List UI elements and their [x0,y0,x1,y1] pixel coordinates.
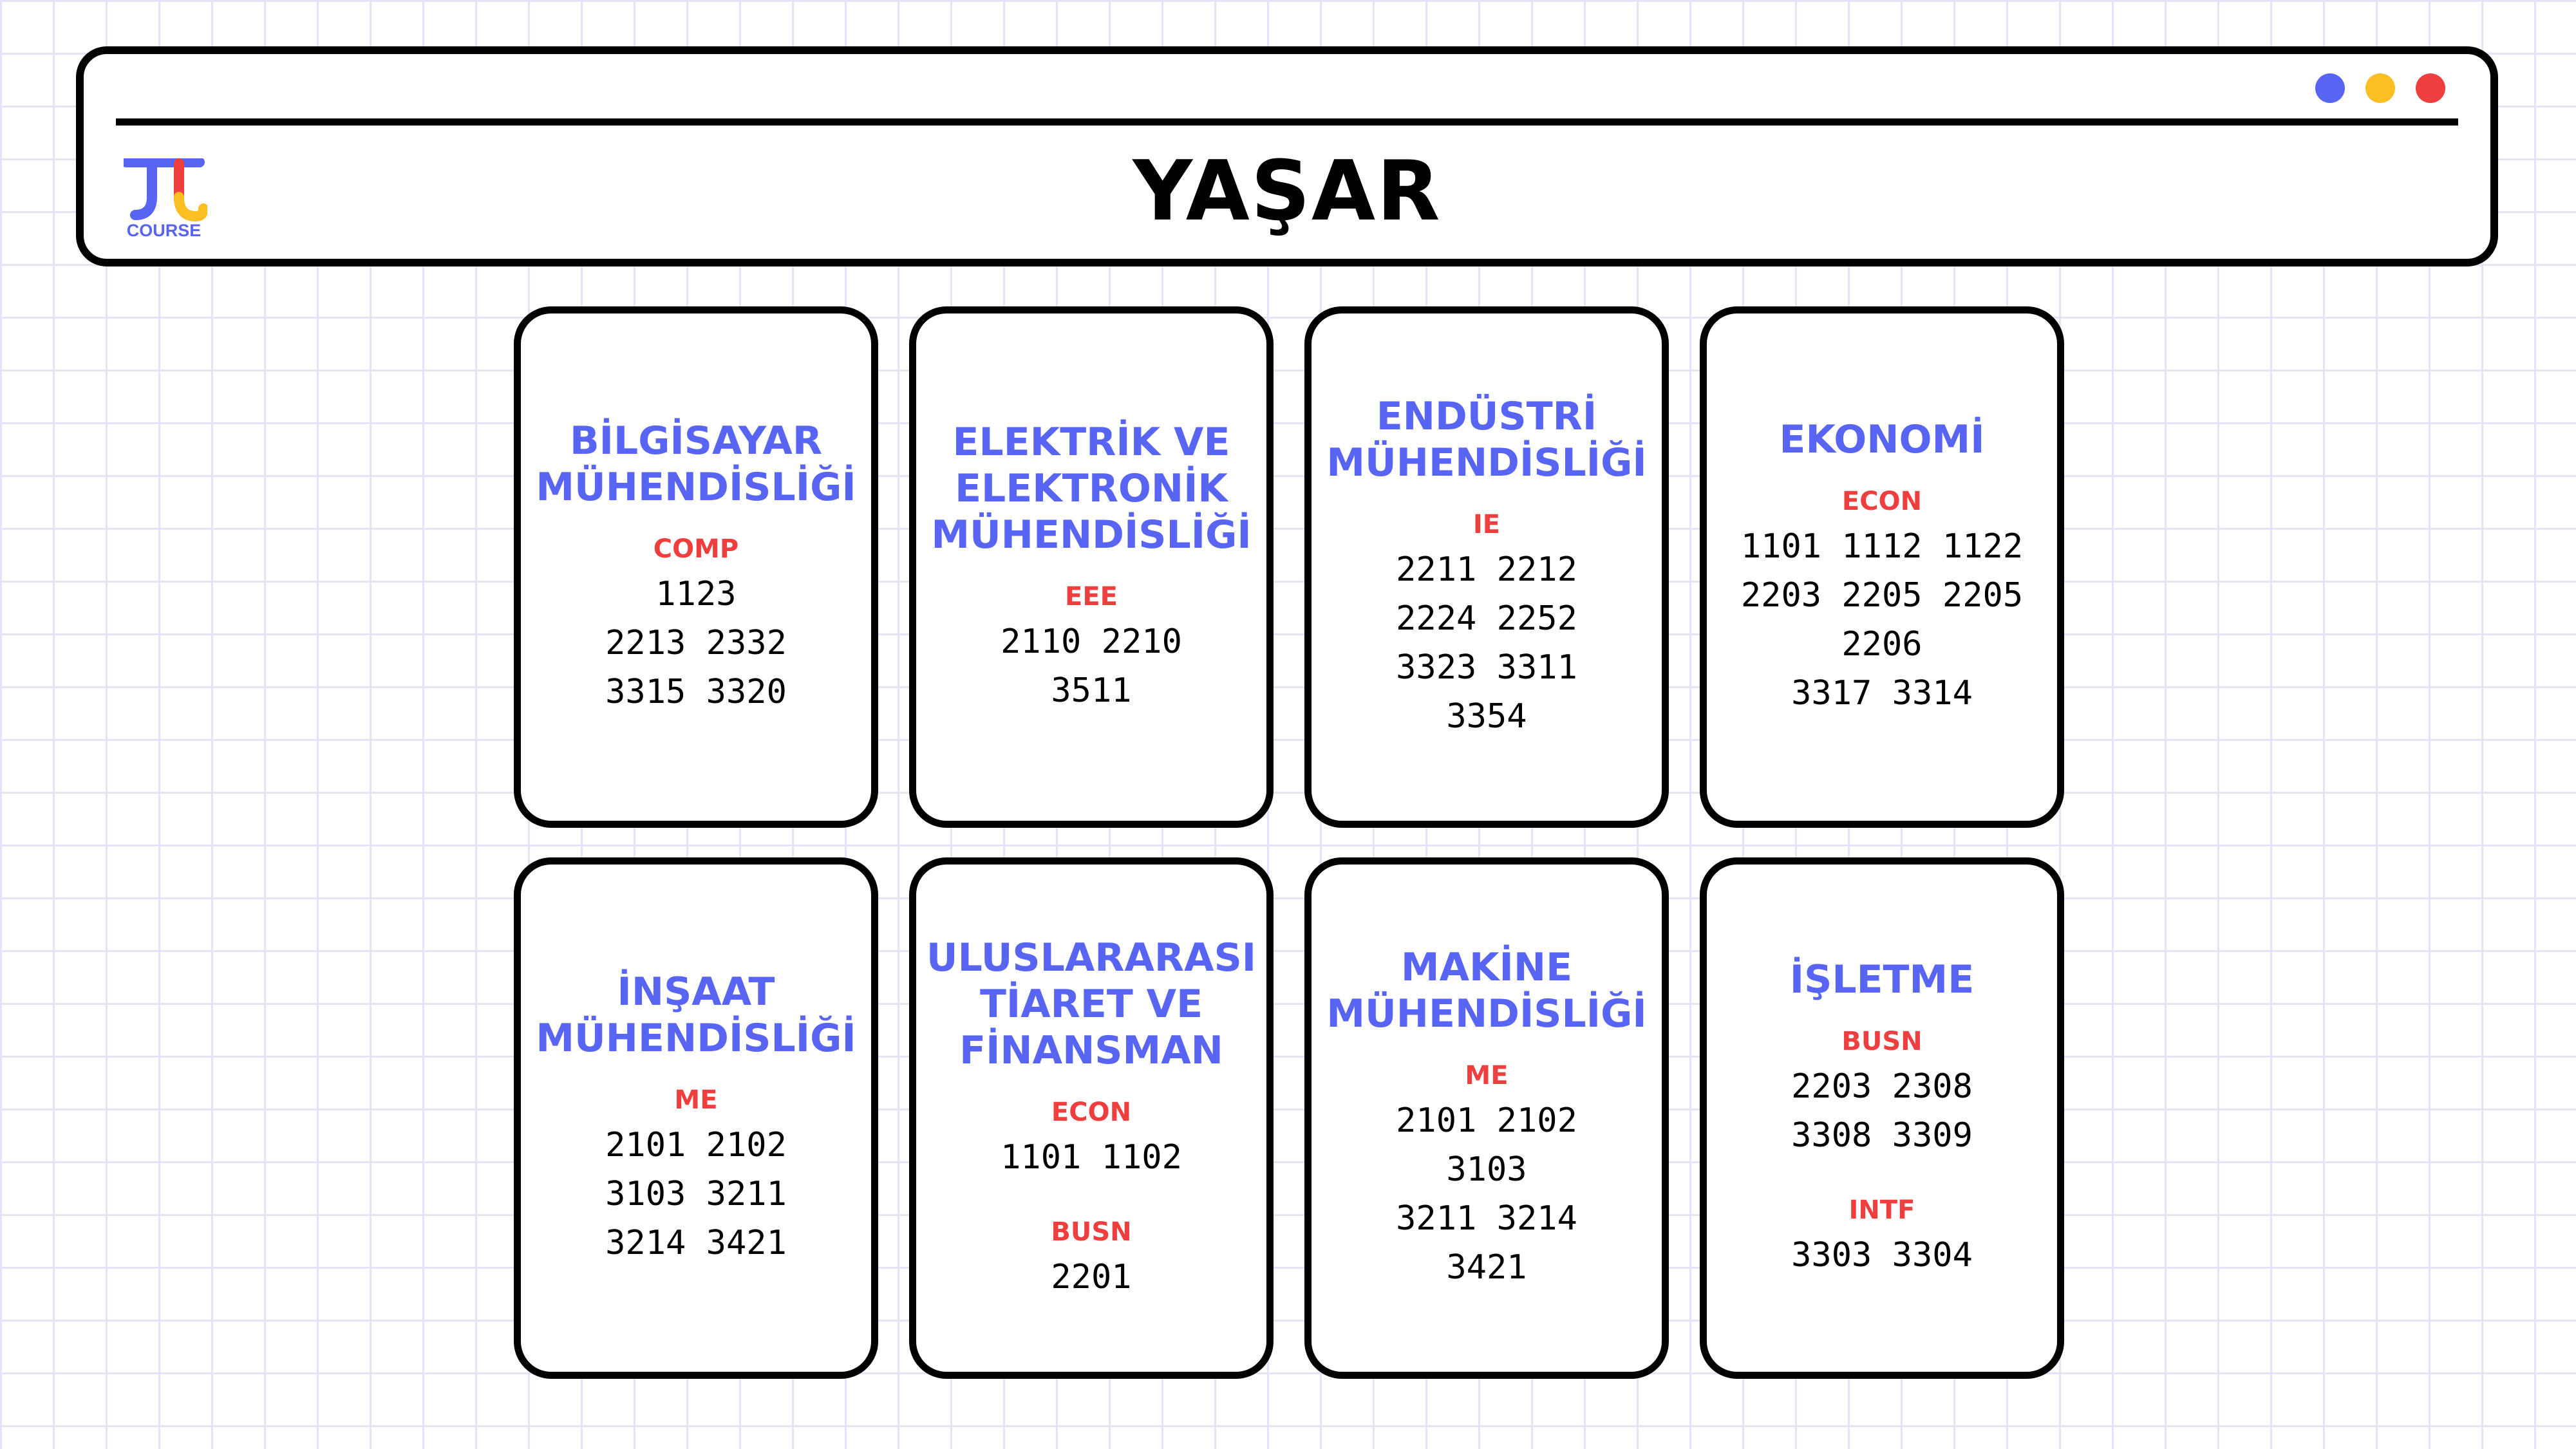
course-group [1001,584,1182,715]
course-code-label: ME [1465,1061,1509,1090]
department-name: EKONOMİ [1779,417,1985,462]
window-divider [116,118,2458,126]
department-name: İŞLETME [1789,957,1975,1002]
course-numbers: 2101 2102 3103 3211 3214 3421 [605,1126,787,1262]
course-numbers: 2203 2308 3308 3309 [1791,1067,1973,1155]
course-numbers: 1123 2213 2332 3315 3320 [605,575,787,711]
course-numbers: 2201 [1051,1258,1132,1296]
course-code-label: INTF [1848,1195,1915,1225]
course-group [1396,1063,1577,1292]
department-name: ULUSLARARASI TİARET VE FİNANSMAN [926,935,1257,1073]
course-numbers: 2110 2210 3511 [1001,622,1182,710]
course-numbers: 3303 3304 [1791,1236,1973,1275]
course-code-label: BUSN [1841,1027,1923,1056]
course-group [1741,489,2023,718]
department-card [1304,306,1669,828]
window-dot-red[interactable] [2416,73,2445,103]
course-numbers: 1101 1112 1122 2203 2205 2205 2206 3317 3314 [1740,527,2024,713]
course-group [1396,512,1577,741]
course-numbers: 2101 2102 3103 3211 3214 3421 [1396,1101,1577,1287]
department-card [1700,857,2064,1379]
page-title: YAŞAR [1133,144,1442,239]
course-code-label: ECON [1051,1098,1132,1127]
course-numbers: 2211 2212 2224 2252 3323 3311 3354 [1396,550,1577,736]
department-name: MAKİNE MÜHENDİSLİĞİ [1326,945,1647,1036]
course-code-label: ME [674,1085,718,1115]
course-code-label: COMP [653,534,739,564]
window-controls [2315,73,2445,103]
course-group [605,1087,787,1267]
window-dot-blue[interactable] [2315,73,2345,103]
window-dot-yellow[interactable] [2365,73,2395,103]
department-name: ENDÜSTRİ MÜHENDİSLİĞİ [1326,394,1647,485]
logo-text: COURSE [126,221,202,240]
department-card [909,857,1274,1379]
course-group [1051,1219,1131,1302]
course-group [605,536,787,716]
course-code-label: EEE [1065,582,1118,612]
department-card [1700,306,2064,828]
department-card [514,306,878,828]
course-group [1791,1197,1973,1280]
course-code-label: IE [1472,510,1501,539]
course-code-label: ECON [1841,487,1923,516]
department-card [514,857,878,1379]
course-group [1791,1029,1973,1160]
browser-window [76,46,2498,266]
department-name: ELEKTRİK VE ELEKTRONİK MÜHENDİSLİĞİ [931,420,1252,557]
course-group [1001,1099,1182,1182]
department-card [1304,857,1669,1379]
course-code-label: BUSN [1051,1217,1132,1247]
course-numbers: 1101 1102 [1001,1138,1182,1177]
department-card [909,306,1274,828]
department-name: BİLGİSAYAR MÜHENDİSLİĞİ [536,418,856,510]
department-name: İNŞAAT MÜHENDİSLİĞİ [536,969,856,1061]
